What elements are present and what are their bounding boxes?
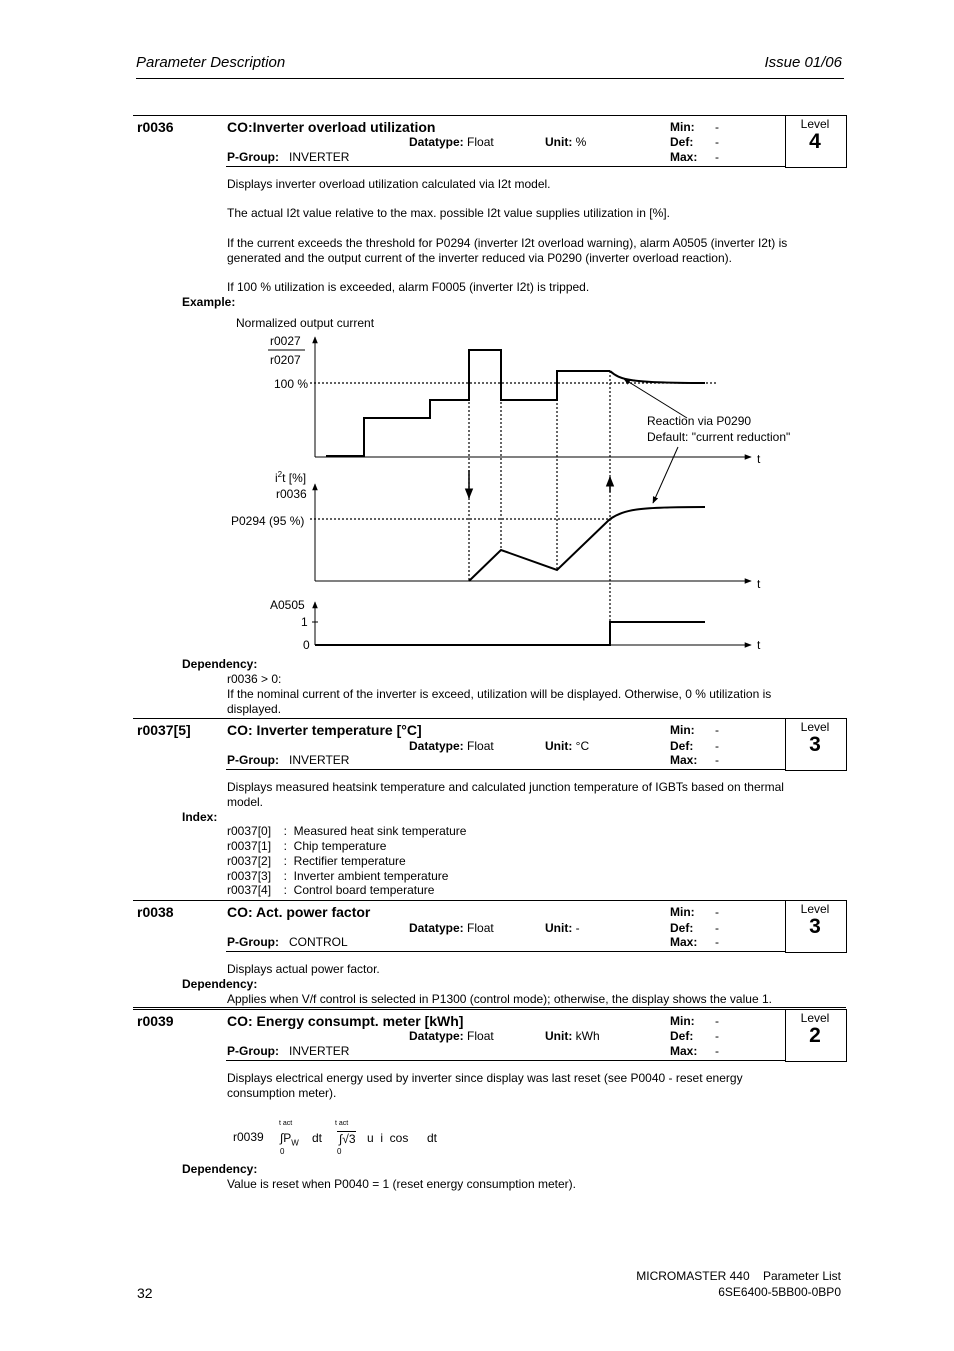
page-number: 32: [137, 1285, 153, 1301]
pgroup-label: P-Group:: [227, 150, 279, 164]
param-id: r0036: [137, 119, 174, 135]
datatype-label: Datatype:: [409, 739, 464, 753]
formula-upper-limit: t act: [279, 1120, 293, 1127]
level-label: Level: [800, 902, 830, 916]
level-number: 4: [809, 130, 821, 153]
description-line: Displays actual power factor.: [227, 962, 380, 976]
index-row: r0037[3] : Inverter ambient temperature: [227, 869, 449, 883]
min-label: Min:: [670, 723, 695, 737]
index-row: r0037[1] : Chip temperature: [227, 839, 387, 853]
max-value: -: [715, 753, 719, 767]
min-value: -: [715, 905, 719, 919]
dependency-label: Dependency:: [182, 657, 258, 671]
unit-value: °C: [575, 739, 590, 753]
y3-tick-0: 0: [303, 638, 310, 652]
example-label: Example:: [182, 295, 236, 309]
max-label: Max:: [670, 935, 698, 949]
max-label: Max:: [670, 753, 698, 767]
description-line: If the current exceeds the threshold for P0294 (inverter I2t overload warning), alarm A0505 (inverter I2t) is: [227, 236, 788, 250]
level-number: 3: [809, 733, 821, 756]
dependency-line: Value is reset when P0040 = 1 (reset energy consumption meter).: [227, 1177, 576, 1191]
level-label: Level: [800, 117, 830, 131]
footer-order-number: 6SE6400-5BB00-0BP0: [718, 1285, 841, 1299]
description-line: If 100 % utilization is exceeded, alarm F0005 (inverter I2t) is tripped.: [227, 280, 590, 294]
min-value: -: [715, 1014, 719, 1028]
max-value: -: [715, 935, 719, 949]
param-bottom-rule: [226, 769, 786, 770]
description-line: Displays measured heatsink temperature and calculated junction temperature of IGBTs based on thermal: [227, 780, 784, 794]
param-title: CO: Inverter temperature [°C]: [227, 722, 422, 738]
def-value: -: [715, 135, 719, 149]
t-label: t: [757, 452, 761, 466]
param-top-rule: [133, 718, 846, 719]
datatype-value: Float: [467, 135, 494, 149]
threshold-label: P0294 (95 %): [231, 514, 305, 528]
datatype-value: Float: [467, 921, 494, 935]
param-top-rule: [133, 1009, 846, 1010]
param-id: r0039: [137, 1013, 174, 1029]
header-right: Issue 01/06: [764, 54, 842, 71]
unit-label: Unit:: [545, 921, 573, 935]
pgroup-value: CONTROL: [289, 935, 348, 949]
datatype-value: Float: [467, 1029, 494, 1043]
dependency-label: Dependency:: [182, 1162, 258, 1176]
description-line: Displays electrical energy used by inverter since display was last reset (see P0040 - reset energy: [227, 1071, 743, 1085]
y2-axis-label: $i^2t$ [%]: [275, 470, 307, 485]
def-label: Def:: [670, 135, 694, 149]
header-left: Parameter Description: [136, 54, 286, 71]
alarm-trace: [315, 622, 705, 645]
param-top-rule: [133, 1007, 846, 1008]
pgroup-value: INVERTER: [289, 1044, 350, 1058]
reaction-arrow-2: [653, 447, 678, 503]
index-row: r0037[2] : Rectifier temperature: [227, 854, 406, 868]
unit-label: Unit:: [545, 135, 573, 149]
pgroup-value: INVERTER: [289, 150, 350, 164]
param-id: r0038: [137, 904, 174, 920]
unit-label: Unit:: [545, 739, 573, 753]
y3-axis-label: A0505: [270, 598, 305, 612]
level-label: Level: [800, 720, 830, 734]
pgroup-label: P-Group:: [227, 935, 279, 949]
i2t-trace: [469, 519, 610, 581]
level-number: 2: [809, 1024, 821, 1047]
t-label: t: [757, 638, 761, 652]
reaction-label-2: Default: "current reduction": [647, 430, 791, 444]
pgroup-value: INVERTER: [289, 753, 350, 767]
index-row: r0037[0] : Measured heat sink temperature: [227, 824, 467, 838]
formula-terms: u i cos: [367, 1131, 409, 1145]
max-label: Max:: [670, 1044, 698, 1058]
dependency-line: Applies when V/f control is selected in P1300 (control mode); otherwise, the display shows the value 1.: [227, 992, 772, 1006]
formula-lower-limit: 0: [280, 1147, 285, 1156]
description-line: generated and the output current of the inverter reduced via P0290 (inverter overload reaction).: [227, 251, 732, 265]
t-label: t: [757, 577, 761, 591]
y1-numerator: r0027: [270, 334, 301, 348]
dependency-line: If the nominal current of the inverter is exceed, utilization will be displayed. Otherwise, 0 % utilization is: [227, 687, 772, 701]
pgroup-label: P-Group:: [227, 1044, 279, 1058]
datatype-label: Datatype:: [409, 1029, 464, 1043]
current-trace: [326, 350, 610, 456]
description-line: model.: [227, 795, 264, 809]
formula-lhs: r0039: [233, 1130, 264, 1144]
pgroup-label: P-Group:: [227, 753, 279, 767]
dependency-line: r0036 > 0:: [227, 672, 282, 686]
y2-param-label: r0036: [276, 487, 307, 501]
min-value: -: [715, 120, 719, 134]
reaction-label-1: Reaction via P0290: [647, 414, 752, 428]
max-label: Max:: [670, 150, 698, 164]
def-label: Def:: [670, 1029, 694, 1043]
description-line: The actual I2t value relative to the max. possible I2t value supplies utilization in [%].: [227, 206, 670, 220]
formula-dt: dt: [312, 1131, 323, 1145]
min-label: Min:: [670, 120, 695, 134]
max-value: -: [715, 150, 719, 164]
formula-lower-limit: 0: [337, 1147, 342, 1156]
min-label: Min:: [670, 905, 695, 919]
formula-integral-2: ∫√3: [339, 1132, 356, 1146]
dependency-label: Dependency:: [182, 977, 258, 991]
level-indicator: [785, 720, 845, 756]
level-indicator: [785, 1011, 845, 1047]
index-row: r0037[4] : Control board temperature: [227, 883, 435, 897]
level-indicator: [785, 902, 845, 938]
param-title: CO: Energy consumpt. meter [kWh]: [227, 1013, 464, 1029]
level-label: Level: [800, 1011, 830, 1025]
datatype-label: Datatype:: [409, 135, 464, 149]
max-value: -: [715, 1044, 719, 1058]
def-label: Def:: [670, 739, 694, 753]
datatype-label: Datatype:: [409, 921, 464, 935]
description-line: consumption meter).: [227, 1086, 337, 1100]
param-title: CO:Inverter overload utilization: [227, 119, 436, 135]
footer-product: MICROMASTER 440 Parameter List: [636, 1269, 841, 1283]
unit-value: kWh: [575, 1029, 600, 1043]
min-value: -: [715, 723, 719, 737]
param-bottom-rule: [226, 1060, 786, 1061]
param-top-rule: [133, 900, 846, 901]
unit-value: %: [575, 135, 587, 149]
y1-denominator: r0207: [270, 353, 301, 367]
def-value: -: [715, 921, 719, 935]
y1-100-label: 100 %: [274, 377, 309, 391]
description-line: Displays inverter overload utilization calculated via I2t model.: [227, 177, 551, 191]
formula-integral-1: $\int P_W$: [280, 1131, 299, 1148]
formula-dt: dt: [427, 1131, 438, 1145]
min-label: Min:: [670, 1014, 695, 1028]
param-title: CO: Act. power factor: [227, 904, 371, 920]
unit-value: -: [575, 921, 580, 935]
formula-upper-limit: t act: [335, 1120, 349, 1127]
i2t-saturation-curve: [610, 507, 705, 519]
y1-axis-label: Normalized output current: [236, 316, 375, 330]
def-label: Def:: [670, 921, 694, 935]
param-bottom-rule: [226, 951, 786, 952]
y3-tick-1: 1: [301, 615, 308, 629]
dependency-line: displayed.: [227, 702, 282, 716]
reaction-arrow-1: [624, 379, 687, 418]
index-label: Index:: [182, 810, 218, 824]
current-reduction-curve: [610, 371, 705, 383]
def-value: -: [715, 739, 719, 753]
unit-label: Unit:: [545, 1029, 573, 1043]
datatype-value: Float: [467, 739, 494, 753]
param-id: r0037[5]: [137, 722, 191, 738]
def-value: -: [715, 1029, 719, 1043]
level-number: 3: [809, 915, 821, 938]
